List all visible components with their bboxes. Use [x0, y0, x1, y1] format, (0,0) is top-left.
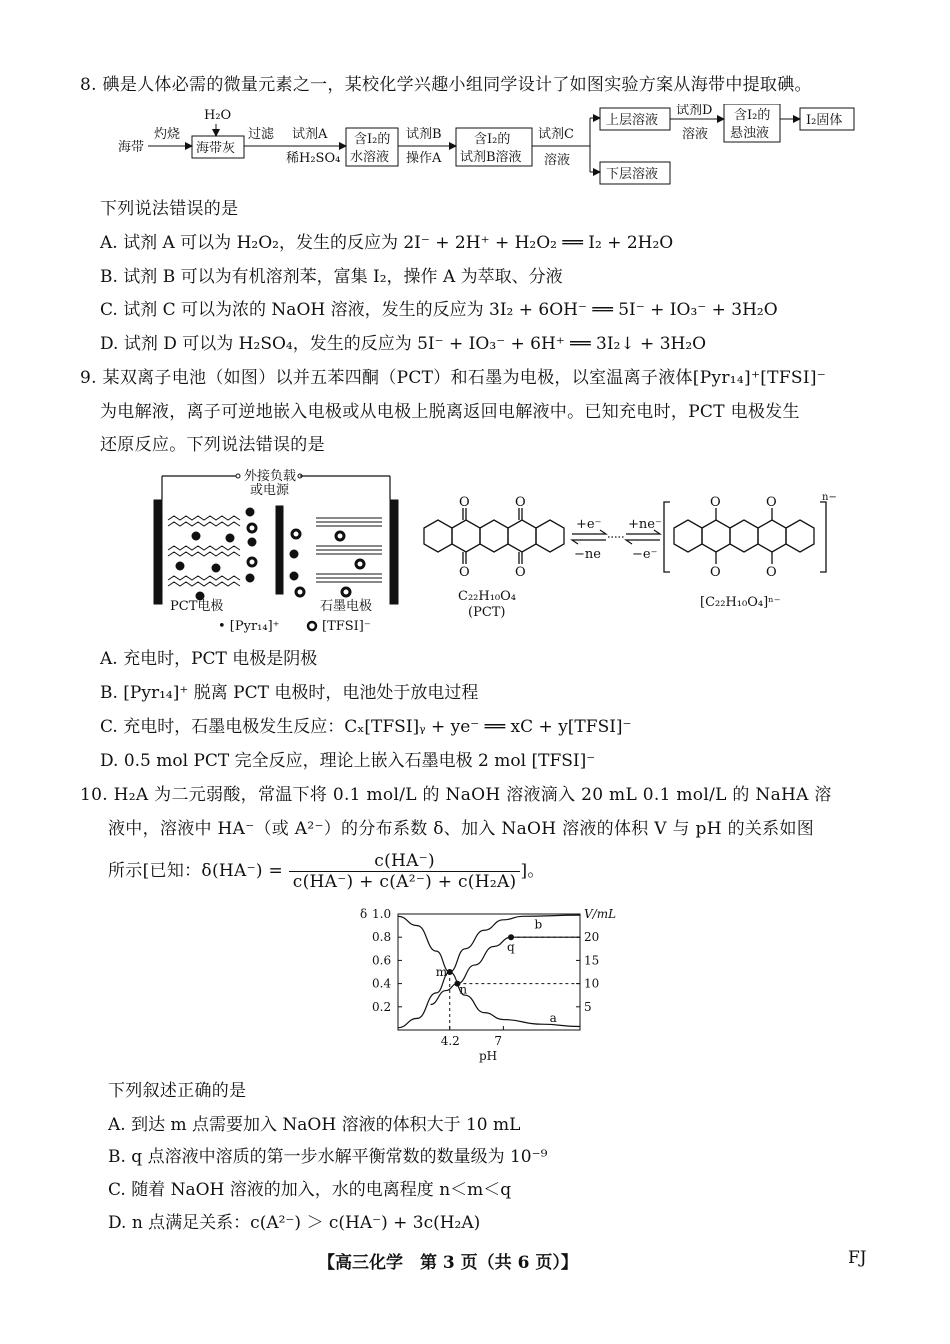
- q10-option-c: C. 随着 NaOH 溶液的加入，水的电离程度 n＜m＜q: [108, 1180, 512, 1200]
- q9-option-d: D. 0.5 mol PCT 完全反应，理论上嵌入石墨电极 2 mol [TFSI]⁻: [100, 751, 596, 771]
- q8-option-c: C. 试剂 C 可以为浓的 NaOH 溶液，发生的反应为 3I₂ + 6OH⁻ ══ 5I⁻ + IO₃⁻ + 3H₂O: [100, 300, 778, 320]
- separator: [276, 506, 283, 594]
- flow-a5-bot: 溶液: [544, 153, 571, 168]
- flow-box6-l2: 悬浊液: [730, 126, 770, 141]
- source-label-1: 外接负载: [244, 469, 297, 484]
- q8-flowchart: [110, 104, 870, 190]
- arrow1-bot: −ne: [574, 547, 601, 562]
- q10-option-a: A. 到达 m 点需要加入 NaOH 溶液的体积大于 10 mL: [108, 1115, 521, 1135]
- graphite-electrode-label: 石墨电极: [320, 599, 373, 614]
- q10-line3-pre: 所示[已知：δ(HA⁻) =: [108, 861, 289, 881]
- q8-option-a: A. 试剂 A 可以为 H₂O₂，发生的反应为 2I⁻ + 2H⁺ + H₂O₂ ══ I₂ + 2H₂O: [100, 233, 674, 253]
- pct-o3: O: [459, 565, 470, 580]
- x-tick-label: 7: [494, 1034, 503, 1048]
- arrow2-bot: −e⁻: [632, 547, 658, 562]
- frac-numerator: c(HA⁻): [289, 851, 521, 872]
- flow-box2-l2: 水溶液: [350, 150, 390, 165]
- q9-option-a: A. 充电时，PCT 电极是阴极: [100, 649, 318, 669]
- red-o1: O: [710, 495, 721, 510]
- flow-a3-bot: 稀H₂SO₄: [286, 151, 341, 166]
- legend-tfsi: [TFSI]⁻: [322, 619, 371, 634]
- reduced-pct-molecule: [664, 502, 826, 572]
- q9-line2: 为电解液，离子可逆地嵌入电极或从电极上脱离返回电解液中。已知充电时，PCT 电极发生: [100, 402, 800, 422]
- pct-o2: O: [515, 495, 526, 510]
- q9-line3: 还原反应。下列说法错误的是: [100, 435, 325, 455]
- product-formula: [C₂₂H₁₀O₄]ⁿ⁻: [700, 595, 781, 610]
- q10-chart: [330, 900, 630, 1070]
- left-tick-label: 0.6: [372, 953, 392, 968]
- pct-o1: O: [459, 495, 470, 510]
- source-label-2: 或电源: [250, 483, 290, 498]
- flow-a6-bot: 溶液: [682, 127, 709, 142]
- flow-a6-top: 试剂D: [676, 104, 713, 118]
- q10-line2: 液中，溶液中 HA⁻（或 A²⁻）的分布系数 δ、加入 NaOH 溶液的体积 V 与 pH 的关系如图: [108, 819, 815, 839]
- q9-battery-figure: [140, 462, 840, 642]
- point-m-label: m: [435, 965, 448, 979]
- delta-fraction: [289, 851, 521, 892]
- flow-start: 海带: [118, 140, 145, 155]
- q10-option-d: D. n 点满足关系：c(A²⁻) ＞ c(HA⁻) + 3c(H₂A): [108, 1213, 481, 1233]
- right-tick-label: 15: [584, 953, 600, 968]
- q8-ask: 下列说法错误的是: [100, 199, 239, 219]
- point-q-label: q: [507, 940, 515, 955]
- q8-option-d: D. 试剂 D 可以为 H₂SO₄，发生的反应为 5I⁻ + IO₃⁻ + 6H⁺ ══ 3I₂↓ + 3H₂O: [100, 334, 707, 354]
- flow-a1: 灼烧: [154, 127, 181, 142]
- q10-line3-post: ]。: [520, 861, 545, 881]
- q9-option-c: C. 充电时，石墨电极发生反应：Cₓ[TFSI]ᵧ + ye⁻ ══ xC + y[TFSI]⁻: [100, 717, 632, 737]
- frac-denominator: c(HA⁻) + c(A²⁻) + c(H₂A): [292, 872, 517, 892]
- flow-a2: 过滤: [248, 127, 275, 142]
- q10-line1: 10. H₂A 为二元弱酸，常温下将 0.1 mol/L 的 NaOH 溶液滴入 20 mL 0.1 mol/L 的 NaHA 溶: [80, 785, 832, 805]
- flow-a4-top: 试剂B: [406, 127, 442, 142]
- legend-pyr: • [Pyr₁₄]⁺: [218, 619, 280, 634]
- flow-h2o: H₂O: [204, 108, 232, 123]
- flow-box7: I₂固体: [806, 113, 843, 128]
- right-axis-label: V/mL: [584, 907, 617, 921]
- footer-code: FJ: [848, 1248, 867, 1268]
- page-footer: 【高三化学 第 3 页（共 6 页）】: [318, 1253, 578, 1273]
- right-tick-label: 5: [584, 999, 592, 1014]
- pct-molecule: [424, 508, 564, 564]
- q10-line3: [108, 848, 545, 894]
- q8-option-b: B. 试剂 B 可以为有机溶剂苯，富集 I₂，操作 A 为萃取、分液: [100, 267, 563, 287]
- graphite-electrode-plate: [390, 500, 398, 604]
- legend-tfsi-icon: [308, 622, 316, 630]
- pct-formula: C₂₂H₁₀O₄: [458, 589, 516, 604]
- arrow2-top: +ne⁻: [628, 517, 662, 532]
- arrow1-top: +e⁻: [576, 517, 602, 532]
- left-axis-label: δ: [360, 907, 368, 921]
- flow-box3-l2: 试剂B溶液: [460, 150, 522, 165]
- flow-box4: 上层溶液: [606, 113, 659, 128]
- x-tick-label: 4.2: [440, 1034, 460, 1048]
- flow-box6-l1: 含I₂的: [734, 108, 771, 123]
- q10-ask: 下列叙述正确的是: [108, 1081, 247, 1101]
- right-tick-label: 10: [584, 976, 600, 991]
- flow-box3-l1: 含I₂的: [474, 132, 511, 147]
- point-n-label: n: [459, 982, 468, 997]
- flow-box5: 下层溶液: [606, 167, 659, 182]
- q9-option-b: B. [Pyr₁₄]⁺ 脱离 PCT 电极时，电池处于放电过程: [100, 683, 479, 703]
- left-tick-label: 0.4: [372, 976, 392, 991]
- pct-o4: O: [515, 565, 526, 580]
- left-tick-label: 0.8: [372, 930, 392, 945]
- red-o3: O: [710, 565, 721, 580]
- pct-electrode-label: PCT电极: [170, 599, 224, 614]
- red-o2: O: [766, 495, 777, 510]
- q10-option-b: B. q 点溶液中溶质的第一步水解平衡常数的数量级为 10⁻⁹: [108, 1147, 548, 1167]
- red-o4: O: [766, 565, 777, 580]
- left-tick-label: 0.2: [372, 999, 392, 1014]
- charge-label: n−: [822, 492, 837, 503]
- flow-box1: 海带灰: [196, 141, 236, 156]
- flow-a4-bot: 操作A: [406, 151, 442, 166]
- left-tick-label: 1.0: [372, 907, 392, 921]
- pct-electrode-plate: [154, 500, 162, 604]
- q8-stem: 8. 碘是人体必需的微量元素之一，某校化学兴趣小组同学设计了如图实验方案从海带中提取碘。: [80, 75, 812, 95]
- pct-name: (PCT): [468, 605, 506, 620]
- flow-box2-l1: 含I₂的: [354, 132, 391, 147]
- right-tick-label: 20: [584, 930, 600, 945]
- flow-a3-top: 试剂A: [292, 127, 328, 142]
- q9-line1: 9. 某双离子电池（如图）以并五苯四酮（PCT）和石墨为电极，以室温离子液体[Pyr₁₄]⁺[TFSI]⁻: [80, 368, 827, 388]
- flow-a5-top: 试剂C: [538, 127, 574, 142]
- series-b-label: b: [534, 917, 543, 932]
- series-a-label: a: [549, 1011, 557, 1026]
- x-axis-label: pH: [479, 1049, 498, 1063]
